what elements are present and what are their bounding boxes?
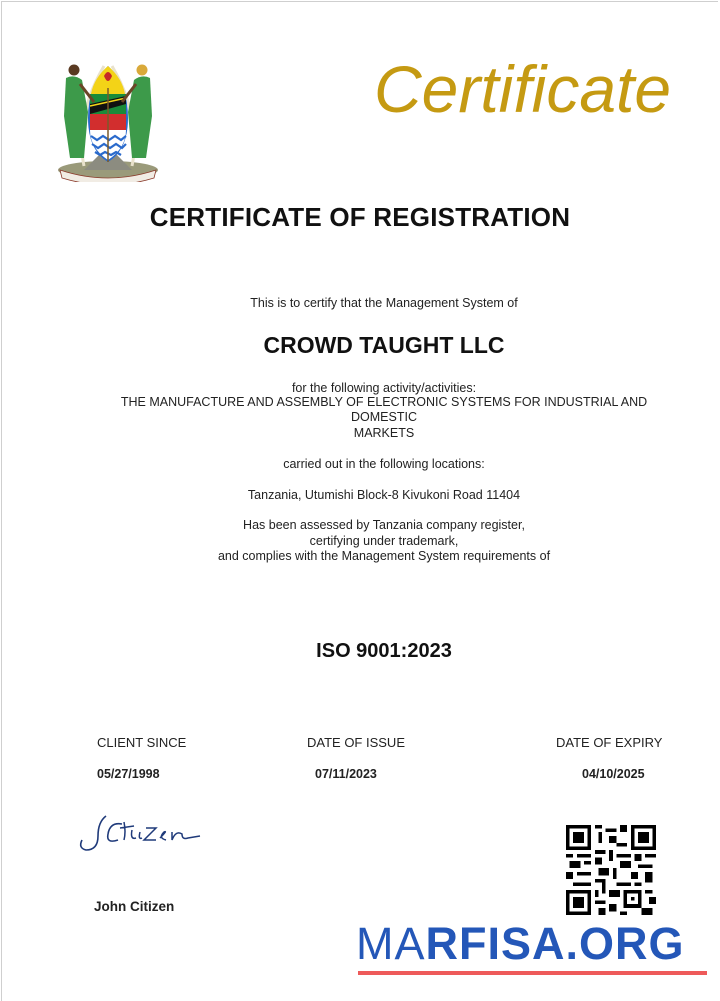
certificate-heading: Certificate bbox=[374, 52, 672, 126]
client-since-label: CLIENT SINCE bbox=[97, 735, 187, 750]
activity-line: THE MANUFACTURE AND ASSEMBLY OF ELECTRONIC SYSTEMS FOR INDUSTRIAL AND bbox=[120, 395, 648, 409]
intro-text: This is to certify that the Management System of bbox=[250, 296, 518, 310]
client-since-value: 05/27/1998 bbox=[97, 767, 160, 781]
date-of-expiry-value: 04/10/2025 bbox=[582, 767, 645, 781]
assessment-line: Has been assessed by Tanzania company register, bbox=[243, 518, 525, 532]
assessment-line: certifying under trademark, bbox=[309, 534, 459, 548]
date-of-issue-value: 07/11/2023 bbox=[315, 767, 377, 781]
signature-icon bbox=[76, 812, 206, 856]
company-name: CROWD TAUGHT LLC bbox=[263, 332, 505, 358]
date-of-expiry-label: DATE OF EXPIRY bbox=[556, 735, 663, 750]
qr-code-icon[interactable] bbox=[566, 825, 656, 915]
locations-intro: carried out in the following locations: bbox=[283, 457, 485, 471]
assessment-line: and complies with the Management System requirements of bbox=[217, 549, 551, 563]
date-of-issue-label: DATE OF ISSUE bbox=[307, 735, 405, 750]
watermark-bold: RFISA.ORG bbox=[425, 918, 685, 969]
location-address: Tanzania, Utumishi Block-8 Kivukoni Road 11404 bbox=[247, 488, 521, 502]
watermark-thin: MA bbox=[356, 918, 426, 969]
signer-name: John Citizen bbox=[94, 899, 175, 914]
document-title: CERTIFICATE OF REGISTRATION bbox=[149, 202, 571, 232]
coat-of-arms-icon bbox=[54, 58, 162, 182]
activity-line: DOMESTIC bbox=[351, 410, 417, 424]
activity-line: MARKETS bbox=[353, 426, 415, 440]
activity-intro: for the following activity/activities: bbox=[291, 381, 477, 395]
watermark-underline bbox=[358, 971, 707, 975]
iso-standard: ISO 9001:2023 bbox=[316, 640, 452, 662]
marfisa-watermark bbox=[356, 918, 685, 969]
